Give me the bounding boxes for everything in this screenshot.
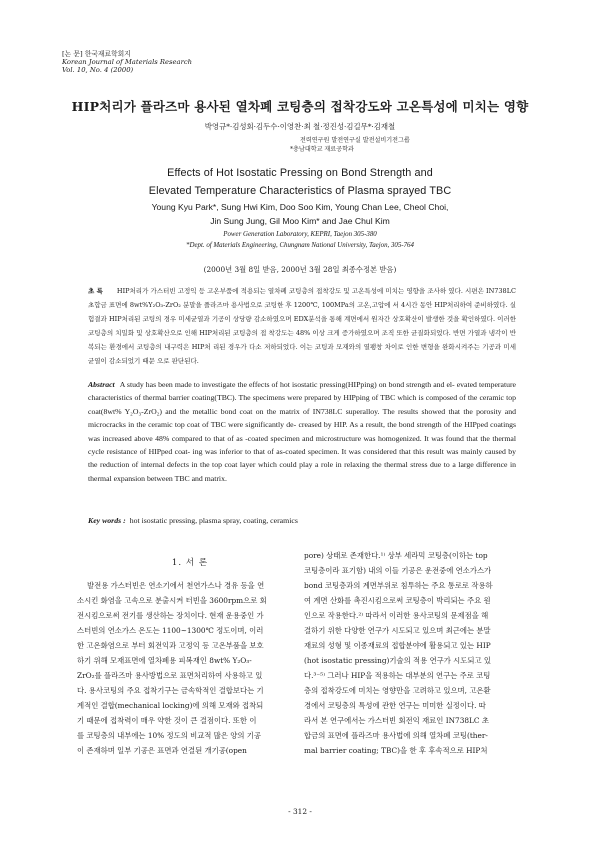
body-line: mal barrier coating; TBC)을 한 후 후속적으로 HIP처 [304,746,488,755]
abstract-english-text: which is composed of the ceramic top coat(8wt% Y₂O₃-ZrO₂) and the metallic bond coat on the matrix of IN738LC [88,393,517,416]
abstract-english-text: -coated specimen and microstructure was homogenized. It was found that the thermal cycle resistance of HIPped coat- [88,433,516,457]
keywords-text: hot isostatic pressing, plasma spray, coating, ceramics [129,516,298,525]
body-line: 발전용 가스터빈은 연소기에서 천연가스나 경유 등을 연 [87,581,265,590]
body-line: 층의 접착강도에 미치는 영향만을 고려하고 있으며, 고온환 [304,686,491,695]
body-line: 재료의 성형 및 이종재료의 접합분야에 활용되고 있는 HIP [304,641,491,650]
body-line: 소시킨 화염을 고속으로 분출시켜 터빈을 3600rpm으로 회 [77,596,267,605]
body-line: 다. 용사코팅의 주요 접착기구는 금속학적인 결합보다는 기 [77,686,264,695]
abstract-korean-text: 서 4시간 동안 HIP처리하여 준비하였다. 실험결과 HIP처리된 코팅의 경우 미세균열과 기공이 상당량 감소하였으며 EDX분석을 [88,300,517,323]
body-line: 전시킴으로써 전기를 생산하는 장치이다. 현재 운용중인 가 [77,611,264,620]
abstract-english-text: internal defects in the top coat layer which could play a role in relaxing the thermal stress due to a large difference in [140,460,517,470]
body-line: 기 때문에 접착력이 매우 약한 것이 큰 결점이다. 또한 이 [77,716,257,725]
abstract-korean-text: 통해 계면에서 원자간 상호확산이 발생한 것을 확인하였다. 이러한 코팅층의 치밀화 및 상호확산으로 인해 HIP처리된 코팅층의 접 [88,314,517,337]
abstract-english-label: Abstract [88,380,115,389]
body-line: 한 고온화염으로 부터 회전익과 고정익 등 고온부품을 보호 [77,641,264,650]
journal-header [62,50,192,75]
abstract-korean [88,285,516,368]
body-line: 경에서 코팅층의 특성에 관한 연구는 미미한 실정이다. 따 [304,701,486,710]
body-column-right [304,548,528,758]
body-line: 합금의 표면에 플라즈마 용사법에 의해 열차폐 코팅(ther- [304,731,488,740]
body-line: bond 코팅층과의 계면부위로 침투하는 주요 통로로 작용하 [304,581,493,590]
body-line: 를 코팅층의 내부에는 10% 정도의 비교적 많은 양의 기공 [77,731,261,740]
body-line: 여 계면 산화를 촉진시킴으로써 코팅층이 박리되는 주요 원 [304,596,491,605]
affiliation-english [0,230,600,251]
body-line: 라서 본 연구에서는 가스터빈 회전익 재료인 IN738LC 초 [304,716,489,725]
abstract-english [88,378,516,485]
body-line: pore) 상태로 존재한다.¹⁾ 상부 세라믹 코팅층(이하는 top [304,551,488,560]
page-number: - 312 - [288,807,312,816]
authors-korean: 박영규*·김성회·김두수·이영찬·최 철·정진성·김길무*·김재철 [204,122,396,131]
paper-title-english [0,165,600,200]
affiliation-english-line: Power Generation Laboratory, KEPRI, Taejon 305-380 [223,231,377,238]
body-line: 스터빈의 연소가스 온도는 1100~1300℃ 정도이며, 이러 [77,626,264,635]
abstract-english-text: thermal expansion between TBC and matrix. [88,473,227,483]
abstract-english-text: ing was inferior to that of as-coated specimen. It was considered that this result was mainly caused by the reduction of [88,447,516,470]
abstract-korean-text: 착강도는 48% 이상 크게 증가하였으며 조직 또한 균질화되었다. 반면 가열과 냉각이 반복되는 환경에서 코팅층의 내구력은 HIP처 [88,328,516,351]
keywords [88,516,516,525]
journal-header-line: Vol. 10, No. 4 (2000) [62,66,134,75]
paper-title-english-line: Elevated Temperature Characteristics of Plasma sprayed TBC [148,184,452,197]
paper-title-korean: HIP처리가 플라즈마 용사된 열차폐 코팅층의 접착강도와 고온특성에 미치는 영향 [71,99,529,114]
abstract-english-text: evated temperature characteristics of thermal barrier coating(TBC). The specimens were prepared by HIPping of TBC [88,380,516,403]
received-dates: (2000년 3월 8일 받음, 2000년 3월 28일 최종수정본 받음) [203,265,397,274]
affiliation-korean [290,136,410,154]
abstract-korean-text: HIP처리가 가스터빈 고정익 등 고온부품에 적용되는 열차폐 코팅층의 접착강도 및 고온특성에 미치는 영향을 조사하 [116,287,447,295]
affiliation-english-line: *Dept. of Materials Engineering, Chungnam National University, Taejon, 305-764 [186,241,414,249]
journal-header-line: Korean Journal of Materials Research [62,58,193,67]
body-line: 하기 위해 모재표면에 열차폐용 피복재인 8wt% Y₂O₃- [77,656,252,665]
body-line: 코팅층이라 표기함) 내의 이들 기공은 운전중에 연소가스가 [304,566,492,575]
abstract-korean-text: 였다. 시편은 IN738LC 초합금 표면에 8wt%Y₂O₃-ZrO₂ 분말을 플라즈마 용사법으로 코팅한 후 1200℃, 100MPa의 고온,고압에 [88,287,516,309]
abstract-korean-text: 으로 판단된다. [157,356,199,365]
authors-english-line: Young Kyu Park*, Sung Hwi Kim, Doo Soo Kim, Young Chan Lee, Cheol Choi, [151,202,449,212]
body-line: 이 존재하며 일부 기공은 표면과 연결된 개기공(open [77,746,247,755]
abstract-korean-text: 리된 경우가 다소 저하되었다. 이는 코팅과 모재와의 열팽창 차이로 인한 변형을 완화시켜주는 기공과 미세균열이 감소되었기 때문 [88,342,516,365]
affiliation-korean-line: *충남대학교 재료공학과 [290,146,354,153]
keywords-label: Key words : [88,516,126,525]
body-line: (hot isostatic pressing)기술의 적용 연구가 시도되고 있 [304,656,491,665]
body-line: 인으로 작용한다.²⁾ 따라서 이러한 용사코팅의 문제점을 해 [304,611,489,620]
body-line: ZrO₂를 플라즈마 용사방법으로 표면처리하여 사용하고 있 [77,671,263,680]
abstract-korean-label: 초 록 [88,287,103,295]
journal-header-line: [논 문] 한국재료학회지 [62,50,131,58]
section-heading-introduction: 1. 서 론 [171,558,209,568]
authors-english [0,201,600,228]
abstract-english-text: superalloy. The results showed that the porosity and microcracks in the ceramic top coat of TBC were significantly de- [88,406,517,430]
body-line: 다.³⁻⁵⁾ 그러나 HIP을 적용하는 대부분의 연구는 주로 코팅 [304,671,491,680]
paper-title-english-line: Effects of Hot Isostatic Pressing on Bond Strength and [167,167,433,179]
affiliation-korean-line: 전력연구원 발전연구실 발전설비기전그룹 [300,137,410,144]
abstract-english-text: creased by HIP. As a result, the bond strength of the HIPped coatings was increased above 48% compared to that of as [88,420,517,443]
body-line: 계적인 결합(mechanical locking)에 의해 모재와 접착되 [77,701,264,710]
body-line: 결하기 위한 다양한 연구가 시도되고 있으며 최근에는 분말 [304,626,491,635]
body-column-left [77,578,301,758]
authors-english-line: Jin Sung Jung, Gil Moo Kim* and Jae Chul Kim [210,215,390,226]
abstract-english-text: A study has been made to investigate the effects of hot isostatic pressing(HIPping) on bond strength and el- [119,380,455,389]
